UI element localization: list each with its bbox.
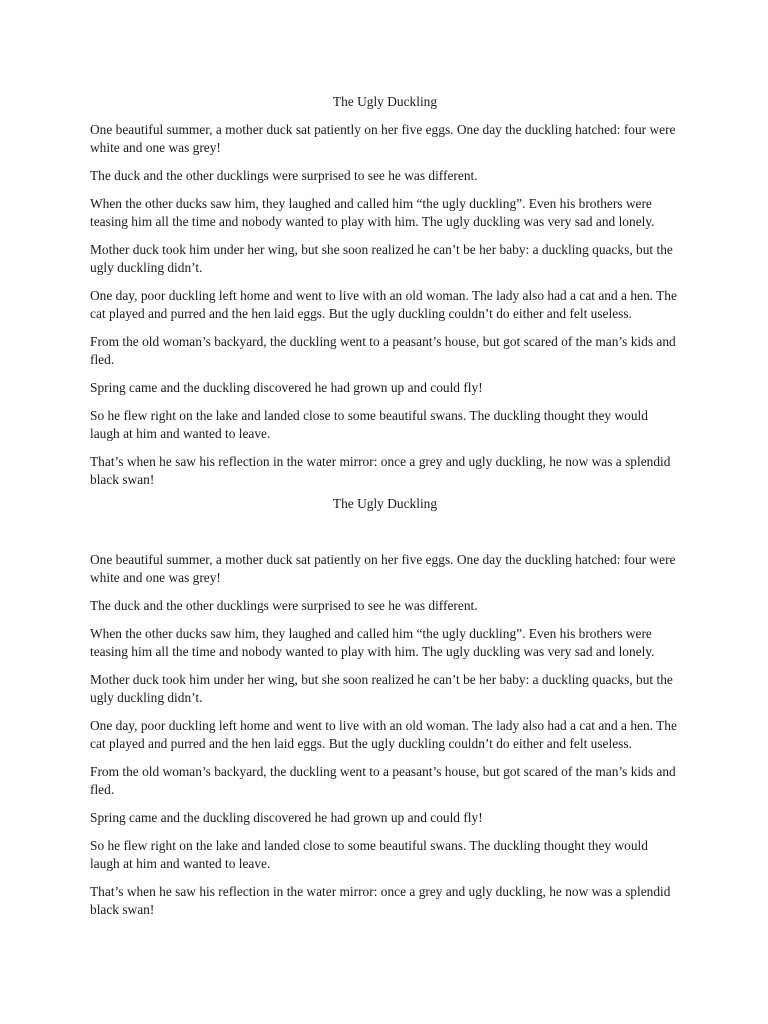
story-paragraph: The duck and the other ducklings were surprised to see he was different.: [90, 598, 478, 613]
story-title: The Ugly Duckling: [332, 496, 438, 511]
story-paragraph: Mother duck took him under her wing, but she soon realized he can’t be her baby: a duckling quacks, but the ugly duckling didn’t.: [90, 242, 673, 275]
story-paragraph: Mother duck took him under her wing, but she soon realized he can’t be her baby: a duckling quacks, but the ugly duckling didn’t.: [90, 672, 673, 705]
story-paragraph: When the other ducks saw him, they laughed and called him “the ugly duckling”. Even his brothers were teasing him all the time and nobody wanted to play with him. The ugly duckling was very sad and lonely.: [90, 626, 655, 659]
story-section: [90, 495, 680, 929]
story-paragraph: So he flew right on the lake and landed close to some beautiful swans. The duckling thought they would laugh at him and wanted to leave.: [90, 838, 648, 871]
story-paragraph: Spring came and the duckling discovered he had grown up and could fly!: [90, 380, 483, 395]
story-paragraph: One day, poor duckling left home and went to live with an old woman. The lady also had a cat and a hen. The cat played and purred and the hen laid eggs. But the ugly duckling couldn’t do either and felt useless.: [90, 288, 677, 321]
story-paragraph: So he flew right on the lake and landed close to some beautiful swans. The duckling thought they would laugh at him and wanted to leave.: [90, 408, 648, 441]
story-paragraph: When the other ducks saw him, they laughed and called him “the ugly duckling”. Even his brothers were teasing him all the time and nobody wanted to play with him. The ugly duckling was very sad and lonely.: [90, 196, 655, 229]
story-paragraph: One day, poor duckling left home and went to live with an old woman. The lady also had a cat and a hen. The cat played and purred and the hen laid eggs. But the ugly duckling couldn’t do either and felt useless.: [90, 718, 677, 751]
story-title: The Ugly Duckling: [332, 94, 438, 109]
story-paragraph: From the old woman’s backyard, the duckling went to a peasant’s house, but got scared of the man’s kids and fled.: [90, 334, 676, 367]
story-paragraph: One beautiful summer, a mother duck sat patiently on her five eggs. One day the duckling hatched: four were white and one was grey!: [90, 552, 676, 585]
story-paragraph: That’s when he saw his reflection in the water mirror: once a grey and ugly duckling, he now was a splendid black swan!: [90, 454, 671, 487]
story-paragraph: From the old woman’s backyard, the duckling went to a peasant’s house, but got scared of the man’s kids and fled.: [90, 764, 676, 797]
story-paragraph: Spring came and the duckling discovered he had grown up and could fly!: [90, 810, 483, 825]
story-section: [90, 93, 680, 499]
story-paragraph: That’s when he saw his reflection in the water mirror: once a grey and ugly duckling, he now was a splendid black swan!: [90, 884, 671, 917]
story-paragraph: The duck and the other ducklings were surprised to see he was different.: [90, 168, 478, 183]
story-paragraph: One beautiful summer, a mother duck sat patiently on her five eggs. One day the duckling hatched: four were white and one was grey!: [90, 122, 676, 155]
